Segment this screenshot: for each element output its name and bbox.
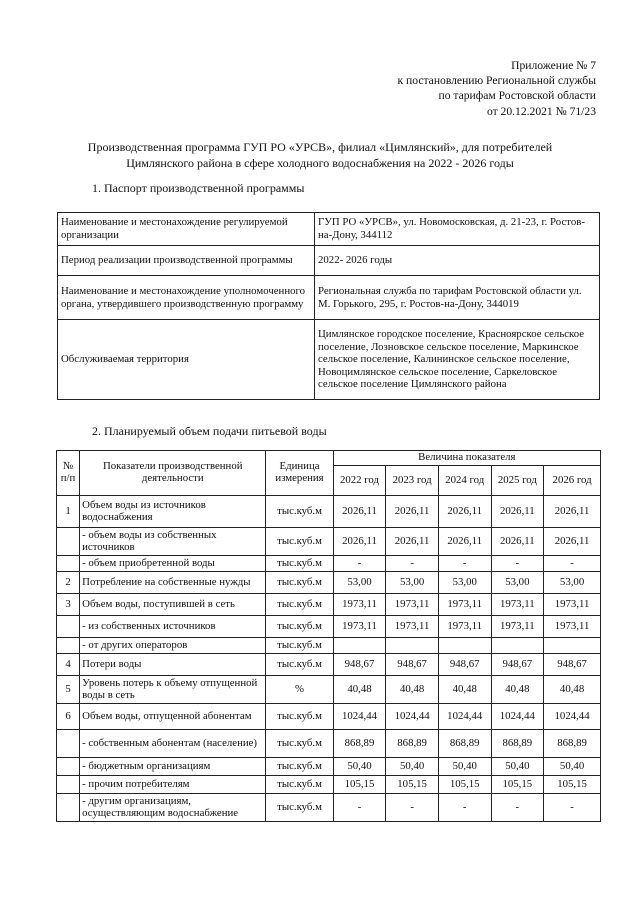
table-row — [57, 794, 601, 822]
appendix-line: от 20.12.2021 № 71/23 — [486, 104, 596, 118]
row-value: 40,48 — [438, 676, 491, 704]
header-year: 2024 год — [438, 466, 491, 496]
table-row — [57, 572, 601, 594]
appendix-line: Приложение № 7 — [511, 59, 596, 72]
volume-body — [57, 496, 601, 822]
row-value: - — [544, 556, 601, 572]
row-value: 53,00 — [544, 572, 601, 594]
row-number: 1 — [57, 496, 80, 528]
row-value — [438, 638, 491, 654]
row-value — [386, 638, 439, 654]
row-value: 2026,11 — [438, 528, 491, 556]
row-value: - — [438, 794, 491, 822]
row-value: 1973,11 — [544, 594, 601, 616]
row-value: 2026,11 — [386, 528, 439, 556]
table-row — [57, 704, 601, 730]
row-value: 868,89 — [438, 730, 491, 758]
row-unit: тыс.куб.м — [266, 528, 333, 556]
appendix-line: к постановлению Региональной службы — [397, 74, 596, 88]
row-value: 1973,11 — [333, 594, 386, 616]
row-number: 3 — [57, 594, 80, 616]
row-unit: тыс.куб.м — [266, 776, 333, 794]
row-value: - — [386, 556, 439, 572]
row-value: - — [491, 556, 544, 572]
row-value: 50,40 — [386, 758, 439, 776]
row-value: 50,40 — [544, 758, 601, 776]
header-row — [57, 451, 601, 466]
row-value: 50,40 — [438, 758, 491, 776]
table-row — [57, 676, 601, 704]
row-number — [57, 638, 80, 654]
row-value: - — [333, 556, 386, 572]
row-indicator: Потребление на собственные нужды — [80, 572, 266, 594]
row-value — [544, 638, 601, 654]
row-value: 50,40 — [491, 758, 544, 776]
row-value: 2026,11 — [333, 496, 386, 528]
row-indicator: Объем воды, отпущенной абонентам — [80, 704, 266, 730]
row-indicator: - другим организациям, осуществляющим водоснабжение — [80, 794, 266, 822]
row-value: 53,00 — [438, 572, 491, 594]
row-value: 948,67 — [333, 654, 386, 676]
row-value: 2026,11 — [386, 496, 439, 528]
passport-value: Региональная служба по тарифам Ростовской области ул. М. Горького, 295, г. Ростов-на-Дону, 344019 — [315, 276, 600, 320]
row-value — [333, 638, 386, 654]
row-unit: тыс.куб.м — [266, 638, 333, 654]
row-unit: тыс.куб.м — [266, 654, 333, 676]
row-value: 948,67 — [491, 654, 544, 676]
title-line: Цимлянского района в сфере холодного водоснабжения на 2022 - 2026 годы — [126, 156, 514, 170]
row-indicator: Потери воды — [80, 654, 266, 676]
row-value: 2026,11 — [491, 528, 544, 556]
row-unit: % — [266, 676, 333, 704]
row-unit: тыс.куб.м — [266, 794, 333, 822]
row-indicator: - от других операторов — [80, 638, 266, 654]
table-row — [57, 594, 601, 616]
row-value: 2026,11 — [544, 496, 601, 528]
table-row — [57, 528, 601, 556]
table-row — [57, 776, 601, 794]
row-value: 1024,44 — [544, 704, 601, 730]
header-year: 2023 год — [386, 466, 439, 496]
appendix-header — [398, 58, 597, 119]
row-value: 1973,11 — [438, 594, 491, 616]
table-row — [57, 730, 601, 758]
table-row — [57, 556, 601, 572]
row-number — [57, 776, 80, 794]
passport-label: Обслуживаемая территория — [58, 320, 315, 400]
table-row — [57, 496, 601, 528]
row-value: 868,89 — [386, 730, 439, 758]
row-unit: тыс.куб.м — [266, 496, 333, 528]
table-row — [57, 638, 601, 654]
header-num: № п/п — [57, 451, 80, 496]
row-value: 868,89 — [491, 730, 544, 758]
row-number: 6 — [57, 704, 80, 730]
row-value: 868,89 — [333, 730, 386, 758]
row-value: - — [544, 794, 601, 822]
row-value: 948,67 — [386, 654, 439, 676]
row-value: 1973,11 — [491, 594, 544, 616]
section-1-heading: 1. Паспорт производственной программы — [92, 181, 305, 195]
row-value: 2026,11 — [491, 496, 544, 528]
row-value: 40,48 — [491, 676, 544, 704]
row-indicator: - прочим потребителям — [80, 776, 266, 794]
row-value: 948,67 — [438, 654, 491, 676]
row-value: 105,15 — [544, 776, 601, 794]
header-value-group: Величина показателя — [333, 451, 600, 466]
row-value: 1973,11 — [386, 616, 439, 638]
row-value: 1024,44 — [333, 704, 386, 730]
row-number: 4 — [57, 654, 80, 676]
header-year: 2022 год — [333, 466, 386, 496]
row-value: - — [333, 794, 386, 822]
row-indicator: - объем приобретенной воды — [80, 556, 266, 572]
row-unit: тыс.куб.м — [266, 758, 333, 776]
row-value: 2026,11 — [544, 528, 601, 556]
row-value: 2026,11 — [333, 528, 386, 556]
row-value: 50,40 — [333, 758, 386, 776]
row-value: - — [491, 794, 544, 822]
row-unit: тыс.куб.м — [266, 572, 333, 594]
header-year: 2026 год — [544, 466, 601, 496]
row-value: 2026,11 — [438, 496, 491, 528]
row-indicator: - из собственных источников — [80, 616, 266, 638]
row-value: 868,89 — [544, 730, 601, 758]
passport-value: 2022- 2026 годы — [315, 246, 600, 276]
table-row — [57, 616, 601, 638]
row-value: 1024,44 — [438, 704, 491, 730]
table-row — [57, 758, 601, 776]
row-unit: тыс.куб.м — [266, 594, 333, 616]
row-value: 1973,11 — [438, 616, 491, 638]
table-row — [58, 213, 600, 246]
row-value: 1973,11 — [491, 616, 544, 638]
row-number: 2 — [57, 572, 80, 594]
row-number — [57, 616, 80, 638]
section-2-heading: 2. Планируемый объем подачи питьевой воды — [92, 424, 327, 438]
row-value: 105,15 — [491, 776, 544, 794]
row-number — [57, 758, 80, 776]
row-value: - — [438, 556, 491, 572]
row-indicator: - бюджетным организациям — [80, 758, 266, 776]
row-value: 53,00 — [491, 572, 544, 594]
volume-table — [56, 450, 601, 822]
row-value — [491, 638, 544, 654]
row-value: 40,48 — [333, 676, 386, 704]
row-value: 105,15 — [386, 776, 439, 794]
row-unit: тыс.куб.м — [266, 616, 333, 638]
header-indicator: Показатели производственной деятельности — [80, 451, 266, 496]
passport-value: ГУП РО «УРСВ», ул. Новомосковская, д. 21-23, г. Ростов-на-Дону, 344112 — [315, 213, 600, 246]
row-value: 1024,44 — [386, 704, 439, 730]
passport-label: Наименование и местонахождение уполномоченного органа, утвердившего производственную программу — [58, 276, 315, 320]
row-unit: тыс.куб.м — [266, 704, 333, 730]
table-row — [58, 320, 600, 400]
row-unit: тыс.куб.м — [266, 556, 333, 572]
passport-value: Цимлянское городское поселение, Красноярское сельское поселение, Лозновское сельское поселение, Маркинское сельское поселение, Калининское сельское поселение, Новоцимлянское сельское поселение, Саркеловское сельское поселение Цимлянского района — [315, 320, 600, 400]
row-value: 105,15 — [333, 776, 386, 794]
row-number — [57, 556, 80, 572]
row-unit: тыс.куб.м — [266, 730, 333, 758]
row-value: 1973,11 — [386, 594, 439, 616]
row-value: 1973,11 — [333, 616, 386, 638]
passport-table — [57, 212, 600, 400]
header-unit: Единица измерения — [266, 451, 333, 496]
row-value: 40,48 — [386, 676, 439, 704]
header-year: 2025 год — [491, 466, 544, 496]
row-indicator: Объем воды, поступившей в сеть — [80, 594, 266, 616]
passport-label: Наименование и местонахождение регулируемой организации — [58, 213, 315, 246]
table-row — [58, 246, 600, 276]
row-indicator: Уровень потерь к объему отпущенной воды в сеть — [80, 676, 266, 704]
row-indicator: Объем воды из источников водоснабжения — [80, 496, 266, 528]
table-row — [57, 654, 601, 676]
row-value: 1973,11 — [544, 616, 601, 638]
row-number — [57, 528, 80, 556]
row-value: 53,00 — [386, 572, 439, 594]
table-row — [58, 276, 600, 320]
passport-label: Период реализации производственной программы — [58, 246, 315, 276]
row-value: 1024,44 — [491, 704, 544, 730]
title-line: Производственная программа ГУП РО «УРСВ», филиал «Цимлянский», для потребителей — [87, 140, 553, 154]
row-number — [57, 794, 80, 822]
row-indicator: - объем воды из собственных источников — [80, 528, 266, 556]
row-value: - — [386, 794, 439, 822]
row-indicator: - собственным абонентам (население) — [80, 730, 266, 758]
row-number — [57, 730, 80, 758]
appendix-line: по тарифам Ростовской области — [438, 89, 596, 103]
document-title — [40, 139, 600, 171]
row-value: 105,15 — [438, 776, 491, 794]
row-number: 5 — [57, 676, 80, 704]
row-value: 53,00 — [333, 572, 386, 594]
row-value: 40,48 — [544, 676, 601, 704]
row-value: 948,67 — [544, 654, 601, 676]
